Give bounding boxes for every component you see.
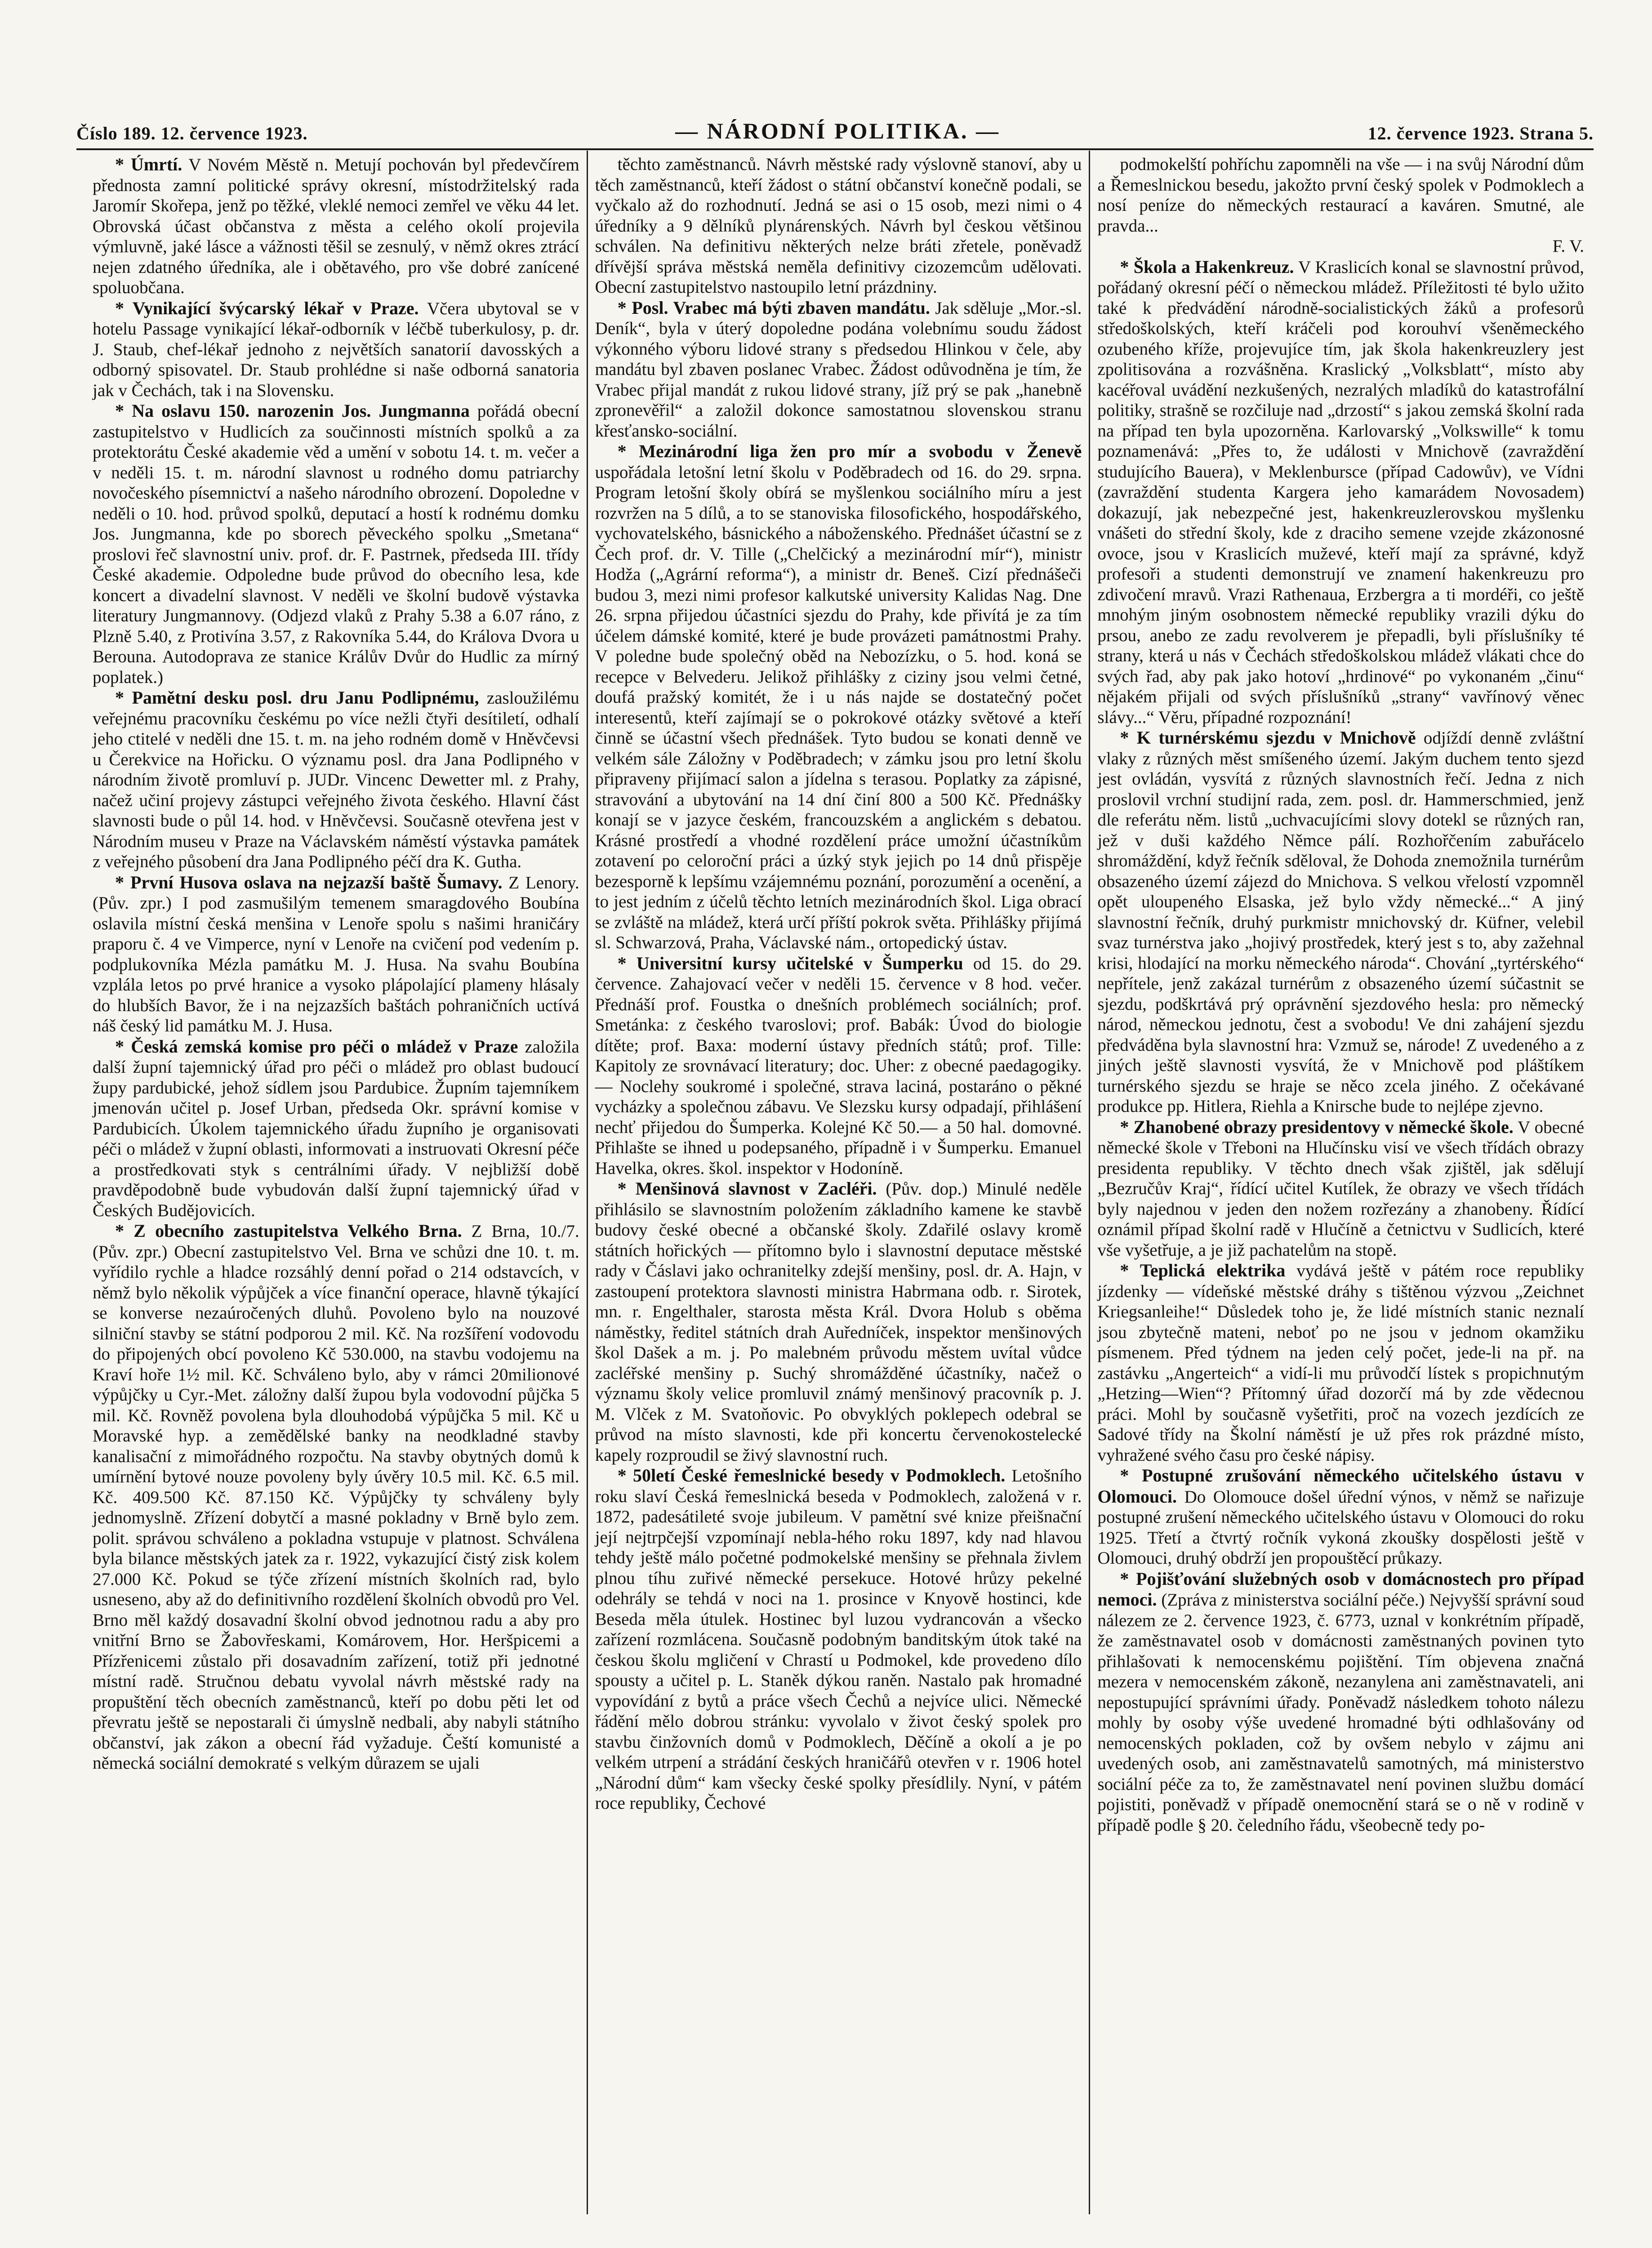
article-body: podmokelští pohříchu zapomněli na vše — i na svůj Národní dům a Řemeslnickou besedu, jakožto první český spolek v Podmoklech a nosí peníze do německých restaurací a kaváren. Smutné, ale pravda... [1097,155,1585,236]
issue-date-left: Číslo 189. 12. července 1923. [76,123,308,143]
article-body: V Novém Městě n. Metují pochován byl předevčírem přednosta zamní politické správy okresní, místodržitelský rada Jaromír Skořepa, jenž po těžké, vleklé nemoci zemřel ve věku 44 let. Obrovská účast občanstva z města a celého okolí projevila výmluvně, jaké lásce a vážnosti těšil se zesnulý, v němž okres ztrácí nejen zdatného úředníka, ale i obětavého, pro vše dobré zanícené spoluobčana. [93,155,579,297]
article-headline: * Menšinová slavnost v Zacléři. [617,1178,877,1199]
header-rule [76,148,1594,150]
article [93,154,579,298]
column-1 [85,151,587,2214]
article [1097,154,1584,236]
article-body: založila další župní tajemnický úřad pro péči o mládež pro oblast budoucí župy pardubické, jehož sídlem jsou Pardubice. Župním tajemníkem jmenován učitel p. Josef Urban, předseda Okr. správní komise v Pardubicích. Úkolem tajemnického úřadu župního je organisovati péči o mládež v župní oblasti, informovati a instruovati Okresní péče a prostředkovati styk s centrálními úřady. V nejbližší době pravděpodobně bude vybudován další župní tajemnický úřad v Českých Budějovicích. [93,1037,579,1220]
article-body: těchto zaměstnanců. Návrh městské rady výslovně stanoví, aby u těch zaměstnanců, kteří žádost o státní občanství konečně podali, se vyčkalo až do rozhodnutí. Jedná se asi o 15 osob, mezi nimi o 4 úředníky a 9 dělníků plynárenských. Návrh byl českou většinou schválen. Na definitivu některých nelze bráti zřetele, poněvadž dřívější správa městská neměla definitivy cizozemcům udělovati. Obecní zastupitelstvo nastoupilo letní prázdniny. [595,155,1082,297]
article-body: F. V. [1552,236,1585,256]
article-body: vydává ještě v pátém roce republiky jízdenky — vídeňské městské dráhy s tištěnou výzvou „Zeichnet Kriegsanleihe!“ Důsledek toho je, že lidé místních stanic neznalí jsou zbytečně mateni, neboť po ne jsou v jednom okamžiku písmenem. Před týdnem na jeden celý počet, jede-li na př. na zastávku „Angerteich“ a vidí-li mu průvodčí lístek s propichnutým „Hetzing—Wien“? Přítomný úřad dozorčí má by zde vědecnou práci. Mohl by současně vyšetřiti, proč na vozech jezdících ze Sadové třídy na Školní náměstí je už přes rok prázdné místo, vyhražené svého času pro české nápisy. [1097,1261,1585,1465]
article-headline: * K turnérskému sjezdu v Mnichově [1120,727,1416,748]
article-headline: * Vynikající švýcarský lékař v Praze. [115,298,419,318]
article [93,872,579,1036]
article-body: uspořádala letošní letní školu v Poděbradech od 16. do 29. srpna. Program letošní školy obírá se myšlenkou sociálního míru a jest rozvržen na 5 dílů, a to se stanoviska filosofického, hospodářského, vychovatelského, básnického a náboženského. Přednášet účastní se z Čech prof. dr. V. Tille („Chelčický a mezinárodní mír“), ministr Hodža („Agrární reforma“), a ministr dr. Beneš. Cizí přednášeči budou 3, mezi nimi profesor kalkutské university Kalidas Nag. Dne 26. srpna přijedou účastníci sjezdu do Prahy, kde přivítá je za tím účelem dámské komité, které je bude provázeti památnostmi Prahy. V poledne bude společný oběd na Nebozízku, o 5. hod. koná se recepce v Belvederu. Jelikož přihlášky z ciziny jsou velmi četné, doufá pražský komitét, že i u nás najde se dostatečný počet interesentů, kteří zajímají se o pokrokové otázky světové a kteří činně se účastní všech přednášek. Tyto budou se konati denně ve velkém sále Záložny v Poděbradech; v zámku jsou pro letní školu připraveny přijímací salon a jídelna s terasou. Poplatky za zápisné, stravování a ubytování na 14 dní činí 800 a 500 Kč. Přednášky konají se v jazyce českém, francouzském a anglickém s debatou. Krásné prostředí a vhodné rozdělení práce umožní účastníkům zotavení po celoroční práci a úzký styk jejich po 14 dnů přispěje bezesporně k lepšímu vzájemnému poznání, porozumění a ocenění, a to jest jedním z účelů těchto letních mezinárodních škol. Liga obrací se zvláště na mládež, která určí příští pokrok světa. Přihlášky přijímá sl. Schwarzová, Praha, Václavské nám., ortopedický ústav. [595,462,1082,952]
article [93,687,579,872]
article-headline: * 50letí České řemeslnické besedy v Podmoklech. [617,1465,1006,1485]
newspaper-title: — NÁRODNÍ POLITIKA. — [675,118,1001,143]
column-3 [1089,151,1591,2214]
article-headline: * Teplická elektrika [1120,1260,1286,1280]
article-body: Z Lenory. (Pův. zpr.) I pod zasmušilým temenem smaragdového Boubína oslavila místní česká menšina v Lenoře spolu s našimi hraničáry praporu č. 4 ve Vimperce, nyní v Lenoře na cvičení pod vedením p. podplukovníka Mézla památku M. J. Husa. Na svahu Boubína vzplála letos po prvé hranice a vysoko plápolající plameny hlásaly do hlubších Bavor, že i na nejzazších baštách pohraničních uctívá náš český lid památku M. J. Husa. [93,873,579,1035]
article-headline: * Česká zemská komise pro péči o mládež v Praze [115,1036,518,1057]
article-body: (Zpráva z ministerstva sociální péče.) Nejvyšší správní soud nálezem ze 2. července 1923, č. 6773, uznal v konkrétním případě, že zaměstnavatel osob v domácnosti zaměstnaných povinen tyto přihlašovati k nemocenskému pojištění. Tím objevena značná mezera v nemocenském zákoně, nezanylena ani zaměstnavateli, ani nepostupující správními úřady. Poněvadž následkem tohoto nálezu mohly by osoby výše uvedené hromadné býti odhlašovány od nemocenských pokladen, což by ovšem nebylo v zájmu ani uvedených osob, ani zaměstnavatelů samotných, má ministerstvo sociální péče za to, že zaměstnavatel není povinen službu domácí pojistiti, poněvadž v případě onemocnění stará se o ně v rodině v případě podle § 20. čeledního řádu, všeobecně tedy po- [1097,1590,1585,1835]
article [1097,236,1584,257]
article-headline: * Postupné zrušování německého učitelského ústavu v Olomouci. [1097,1465,1585,1507]
article [595,1465,1082,1814]
article-body: pořádá obecní zastupitelstvo v Hudlicích za součinnosti místních spolků a za protektorátu České akademie věd a umění v sobotu 14. t. m. večer a v neděli 15. t. m. národní slavnost u rodného domu patriarchy novočeského písemnictví a našeho národního obrození. Dopoledne v neděli o 10. hod. průvod spolků, deputací a hostí k rodnému domku Jos. Jungmanna, kde po sborech pěveckého spolku „Smetana“ proslovi řeč slavnostní univ. prof. dr. F. Pastrnek, předseda III. třídy České akademie. Odpoledne bude průvod do obecního lesa, kde koncert a divadelní slavnost. V neděli ve školní budově výstavka literatury Jungmannovy. (Odjezd vlaků z Prahy 5.38 a 6.07 ráno, z Plzně 5.40, z Protivína 3.57, z Rakovníka 5.44, do Králova Dvora u Berouna. Autodoprava ze stanice Králův Dvůr do Hudlic za mírný poplatek.) [93,401,579,687]
article-body: Včera ubytoval se v hotelu Passage vynikající lékař-odborník v léčbě tuberkulosy, p. dr. J. Staub, chef-lékař jednoho z největších sanatorií davosských a odborný spisovatel. Dr. Staub prohlédne si naše odborná sanatoria jak v Čechách, tak i na Slovensku. [93,299,579,400]
page-header [76,112,1594,144]
article-headline: * Z obecního zastupitelstva Velkého Brna. [115,1221,462,1241]
article [595,154,1082,298]
article [595,441,1082,953]
article [595,298,1082,442]
article-body: V obecné německé škole v Třeboni na Hlučínsku visí ve všech třídách obrazy presidenta republiky. V těchto dnech však zjištěl, jak sdělují „Bezručův Kraj“, řídící učitel Kutílek, že obrazy ve všech třídách byly najednou v jeden den nožem rozřezány a zhanobeny. Řídící oznámil případ školní radě v Hlučíně a četnictvu v Sudlicích, které vše vyšetřuje, a je již pachatelům na stopě. [1097,1117,1585,1260]
article-body: Z Brna, 10./7. (Pův. zpr.) Obecní zastupitelstvo Vel. Brna ve schůzi dne 10. t. m. vyřídilo rychle a hladce rozsáhlý denní pořad o 214 odstavcích, v němž bylo několik výpůjček a více finanční operace, hlavně týkající se konverse nezaúročených dluhů. Povoleno bylo na nouzové silniční stavby se státní podporou 2 mil. Kč. Na rozšíření vodovodu do připojených obcí povoleno Kč 530.000, na stavbu vodojemu na Kraví hoře 1½ mil. Kč. Schváleno bylo, aby v rámci 20milionové výpůjčky u Cyr.-Met. záložny další župou byla vodovodní půjčka 5 mil. Kč. Rovněž povolena byla dlouhodobá výpůjčka 5 mil. Kč u Moravské hyp. a zemědělské banky na neodkladné stavby kanalisační z mimořádného rozpočtu. Na stavby obytných domů k umírnění bytové nouze povoleny byly úvěry 10.5 mil. Kč. 6.5 mil. Kč. 409.500 Kč. 87.150 Kč. Výpůjčky ty schváleny byly jednomyslně. Zřízení dobytčí a masné pokladny v Brně bylo zem. polit. správou schváleno a pokladna vstupuje v platnost. Schválena byla bilance městských jatek za r. 1922, vykazující čistý zisk kolem 27.000 Kč. Pokud se týče zřízení místních školních rad, bylo usneseno, aby až do definitivního rozdělení školních obvodů pro Vel. Brno měl každý dosavadní školní obvod jednotnou radu a aby pro vnitřní Brno se Žabovřeskami, Komárovem, Hor. Heršpicemi a Přízřenicemi zůstalo při dosavadním zařízení, totiž při jednotné místní radě. Stručnou debatu vyvolal návrh městské rady na propuštění těch obecních zaměstnanců, kteří po dobu pěti let od převratu ještě se nepostarali či úmyslně nedbali, aby nabyli státního občanství, jak zákon a obecní řád vyžaduje. Čeští komunisté a německá sociální demokraté s velkým důrazem se ujali [93,1222,579,1773]
article-headline: * Škola a Hakenkreuz. [1120,256,1294,277]
article [1097,1465,1584,1569]
article-headline: * Zhanobené obrazy presidentovy v německé škole. [1120,1116,1514,1137]
article-body: (Pův. dop.) Minulé neděle přihlásilo se slavnostním položením základního kamene ke stavbě budovy české obecné a občanské školy. Zdařilé oslavy kromě státních hořických — přítomno bylo i slavnostní deputace městské rady v Čáslavi jako ochranitelky zdejší menšiny, posl. dr. A. Hajn, v zastoupení protektora slavnosti ministra Habrmana odb. r. Sirotek, mn. r. Engelthaler, starosta města Král. Dvora Holub s oběma náměstky, ředitel státních drah Auředníček, inspektor menšinových škol Dašek a m. j. Po malebném průvodu městem uvítal vůdce zacléřské menšiny p. Suchý shromážděné účastníky, načež o významu školy velice promluvil známý menšinový pracovník p. J. M. Vlček z M. Svatoňovic. Po obvyklých poklepech odebral se průvod na místo slavnosti, kde při koncertu červenokostelecké kapely rozproudil se živý slavnostní ruch. [595,1179,1082,1465]
article-body: zasloužilému veřejnému pracovníku českému po více nežli čtyři desítiletí, odhalí jeho ctitelé v neděli dne 15. t. m. na jeho rodném domě v Hněvčevsi u Čerekvice na Hořicku. O významu posl. dra Jana Podlipného v národním životě promluví p. JUDr. Vincenc Dewetter ml. z Prahy, načež učiní projevy zástupci veřejného života českého. Hlavní část slavnosti bude o půl 14. hod. v Hněvčevsi. Současně otevřena jest v Národním museu v Praze na Václavském náměstí výstavka památek z veřejného působení dra Jana Podlipného péčí dra K. Gutha. [93,688,579,871]
article [1097,1260,1584,1465]
article-headline: * Pojišťování služebných osob v domácnostech pro případ nemoci. [1097,1568,1585,1610]
article-body: V Kraslicích konal se slavnostní průvod, pořádaný okresní péčí o německou mládež. Příležitosti té bylo užito také k předvádění národně-socialistických žáků a profesorů středoškolských, kteří kráčeli pod korouhví všeněmeckého ozubeného kříže, projevujíce tím, jak škola hakenkreuzlery jest zpolitisována a rozvášněna. Kraslický „Volksblatt“, místo aby kacéřoval uvádění nezkušených, nezralých mladíků do katastrofální politiky, strašně se rozčiluje nad „drzostí“ s jakou zemská školní rada na případ ten byla upozorněna. Karlovarský „Volkswille“ k tomu poznamenává: „Přes to, že události v Mnichově (zavraždění studujícího Bauera), v Meklenbursce (případ Cadowův), ve Vídni (zavraždění studenta Kargera jeho kamarádem Novosadem) dokazují, jak nebezpečné jest, hakenkreuzlerovskou myšlenku vnášeti do střední školy, kde z draciho semene vzejde zkázonosné ovoce, jsou v Kraslicích muževé, kteří mají za správné, když profesoři a studenti demonstrují ve znamení hakenkreuzu pro zdivočení mravů. Vrazi Rathenaua, Erzbergra a ti mordéři, co ještě mnohým jiným osobnostem německé republiky vrazili dýku do prsou, anebo ze zadu revolverem je přepadli, byli příslušníky té strany, která u nás v Čechách středoškolskou mládež vlákati chce do svých řad, aby pak jako hotoví „hrdinové“ po vykonaném „činu“ nějakém přijali od svých příslušníků „strany“ vavřínový věnec slávy...“ Věru, případné rozpoznání! [1097,257,1585,727]
article [1097,727,1584,1117]
article-headline: * Mezinárodní liga žen pro mír a svobodu v Ženevě [617,441,1082,461]
column-2 [587,151,1089,2214]
article-headline: * První Husova oslava na nejzazší baště Šumavy. [115,872,503,892]
article-body: odjíždí denně zvláštní vlaky z různých měst smíšeného území. Jakým duchem tento sjezd jest ovládán, vysvítá z různých slavnostních řečí. Jedna z nich proslovil vrchní studijní rada, zem. posl. dr. Hammerschmied, jenž dle referátu něm. listů „uchvacujícími slovy dotekl se různých ran, jež v duši každého Němce pálí. Rozhořčením zabuřácelo shromáždění, když řečník sděloval, že Dohoda znemožnila turnérům obsazeného území zájezd do Mnichova. S velkou vřelostí vzpomněl opět uloupeného Elsaska, jež bylo vždy německé...“ A jiný slavnostní řečník, druhý purkmistr mnichovský dr. Küfner, velebil svaz turnérstva jako „hojivý prostředek, který jest s to, aby zažehnal krisi, hlodající na morku německého národa“. Chování „tyrtérského“ nepřítele, jenž zakázal turnérům z obsazeného území súčastnit se sjezdu, podškrtává prý oprávnění sjezdového hesla: pro německý národ, německou jednotu, čest a svobodu! Ve dni zahájení sjezdu předváděna byla slavnostní hra: Vzmuž se, národe! Z uvedeného a z jiných ještě slavnosti vysvítá, že v Mnichově pod pláštíkem turnérského sjezdu se hraje se něco zcela jiného. Z očekávané produkce pp. Hitlera, Riehla a Knirsche bude to nejlépe zjevno. [1097,728,1585,1116]
text-columns [85,151,1591,2214]
article [93,401,579,687]
article [93,1221,579,1774]
article [1097,257,1584,728]
page-number-right: 12. července 1923. Strana 5. [1367,123,1594,143]
article-body: Letošního roku slaví Česká řemeslnická beseda v Podmoklech, založená v r. 1872, padesátileté svoje jubileum. V pamětní své knize přeišnační její nejtrpčejší vzpomínají nebla-hého roku 1897, kdy nad hlavou tehdy ještě málo početné podmokelské menšiny se přehnala živlem plnou tíhu zuřivé německé persekuce. Hotové hrůzy pekelné odehrály se tehdá v noci na 1. prosince v Knyově hostinci, kde Beseda měla útulek. Hostinec byl luzou vydrancován a všecko zařízení rozmlácena. Současně podobným banditským útok také na českou školu mgličení v Chrastí u Podmokel, kde provedeno dílo spousty a učitel p. L. Staněk dýkou raněn. Nastalo pak hromadné vypovídání z bytů a práce všech Čechů a nejvíce ulici. Německé řádění mělo dobrou stránku: vyvolalo v život český spolek pro stavbu činžovních domů v Podmoklech, Děčíně a okolí a je po velkém utrpení a strádání českých hraničářů otevřen v r. 1906 hotel „Národní dům“ kam všecky české spolky přesídlily. Nyní, v pátém roce republiky, Čechové [595,1466,1082,1813]
article [93,1036,579,1221]
article [1097,1117,1584,1261]
article-headline: * Universitní kursy učitelské v Šumperku [617,953,963,973]
article-headline: * Na oslavu 150. narozenin Jos. Jungmanna [115,401,470,421]
article-headline: * Úmrtí. [115,154,183,174]
article [1097,1569,1584,1836]
article [595,1178,1082,1465]
article-headline: * Posl. Vrabec má býti zbaven mandátu. [617,297,930,318]
article-body: Do Olomouce došel úřední výnos, v němž se nařizuje postupné zrušení německého učitelského ústavu v Olomouci do roku 1925. Třetí a čtvrtý ročník vykoná zkoušky dospělosti ještě v Olomouci, druhý obdrží jen propouštěcí průkazy. [1097,1487,1585,1568]
article [93,298,579,401]
article-headline: * Pamětní desku posl. dru Janu Podlipnému, [115,687,479,708]
article-body: Jak sděluje „Mor.-sl. Deník“, byla v úterý dopoledne podána volebnímu soudu žádost výkonného výboru lidové strany s předsedou Hlinkou v čele, aby mandátu byl zbaven poslanec Vrabec. Žádost odůvodněna je tím, že Vrabec přijal mandát z rukou lidové strany, jíž prý se pak „hanebně zpronevěřil“ a založil dokonce samostatnou slovenskou stranu křesťansko-sociální. [595,298,1082,441]
article [595,953,1082,1179]
article-body: od 15. do 29. července. Zahajovací večer v neděli 15. července v 8 hod. večer. Přednáší prof. Foustka o dnešních problémech sociálních; prof. Smetánka: z českého tvaroslovi; prof. Babák: Úvod do biologie dítěte; prof. Baxa: moderní ústavy předních států; prof. Tille: Kapitoly ze srovnávací literatury; doc. Uher: z obecné paedagogiky. — Noclehy soukromé i společné, strava laciná, postaráno o pěkné vycházky a společnou zábavu. Ve Slezsku kursy odpadají, přihlášení nechť přijedou do Šumperka. Kolejné Kč 50.— a 50 hal. domovné. Přihlašte se ihned u podepsaného, případně i v Šumperku. Emanuel Havelka, okres. škol. inspektor v Hodoníně. [595,954,1082,1178]
